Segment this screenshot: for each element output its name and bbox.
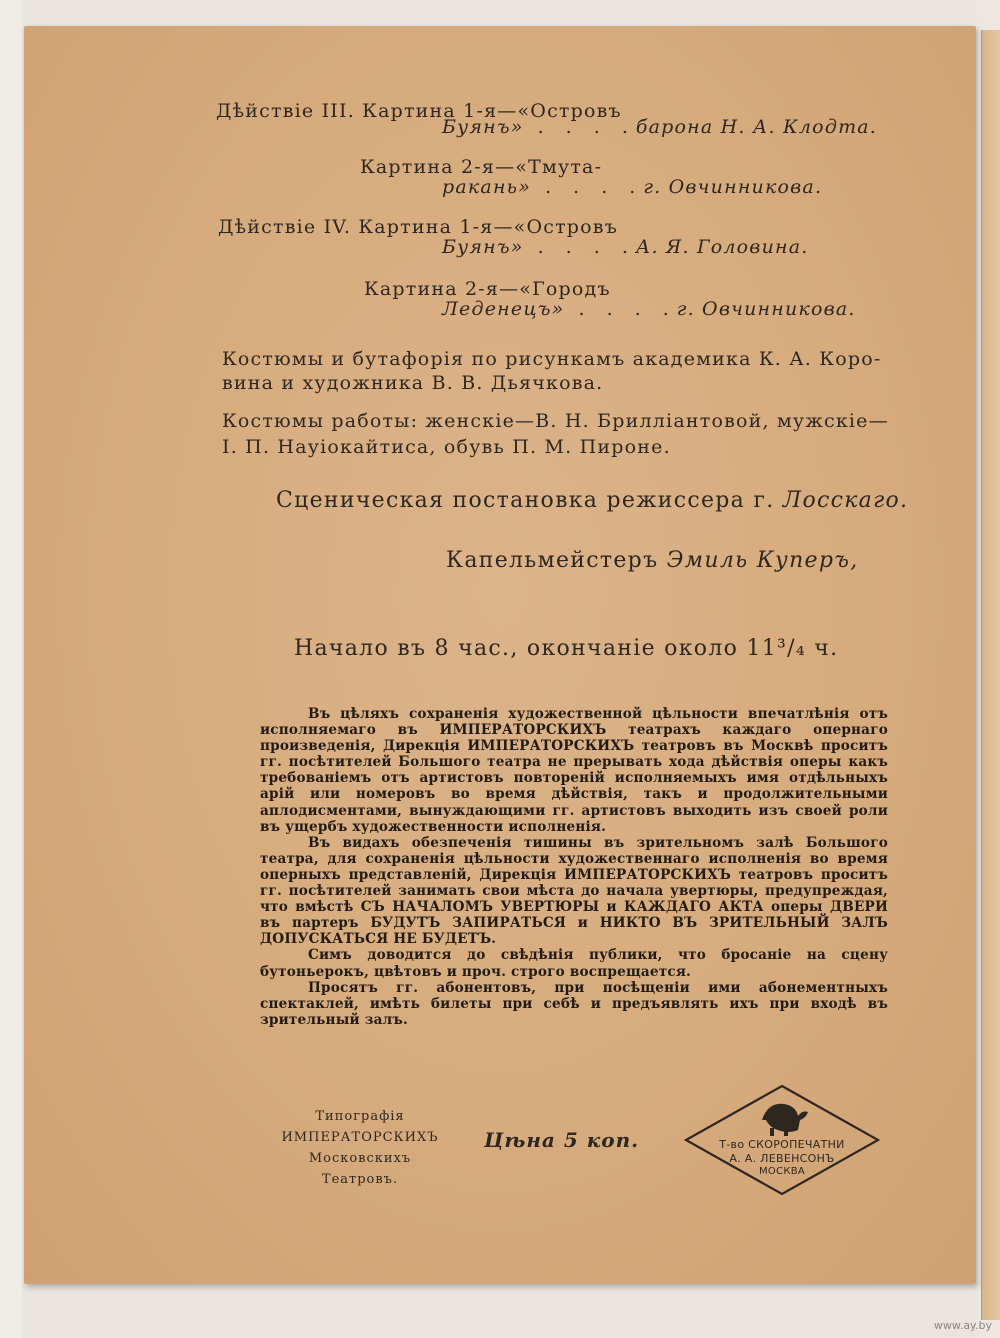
act4-scene2-line1: Картина 2-я—«Городъ	[364, 278, 611, 300]
background-left	[0, 0, 22, 1338]
start-time: Начало въ 8 час., окончаніе около 11³/₄ ч.	[294, 636, 839, 661]
program-page	[24, 26, 976, 1284]
watermark: www.ay.by	[933, 1319, 992, 1332]
act3-scene1-line2: Буянъ» . . . .барона Н. А. Клодта.	[442, 116, 878, 138]
act3-scene1-line1: Дѣйствіе III. Картина 1-я—«Островъ	[216, 100, 622, 122]
act4-scene1-line1: Дѣйствіе IV. Картина 1-я—«Островъ	[218, 216, 618, 238]
costumes-design-line1: Костюмы и бутафорія по рисункамъ академика К. А. Коро-	[222, 348, 882, 370]
printer-stamp: Т-во СКОРОПЕЧАТНИ А. А. ЛЕВЕНСОНЪ МОСКВА	[684, 1084, 880, 1196]
act3-scene2-line2: ракань» . . . .г. Овчинникова.	[442, 176, 823, 198]
director-credit: Сценическая постановка режиссера г. Лосскаго.	[276, 488, 909, 513]
notice-paragraph-2: Въ видахъ обезпеченія тишины въ зрительномъ залѣ Большого театра, для сохраненія цѣльности художественнаго исполненія во время оперныхъ представленій, Дирекція ИМПЕРАТОРСКИХЪ театровъ проситъ гг. посѣтителей занимать свои мѣста до начала увертюры, предупреждая, что вмѣстѣ СЪ НАЧАЛОМЪ УВЕРТЮРЫ и КАЖДАГО АКТА оперы ДВЕРИ въ партеръ БУДУТЪ ЗАПИРАТЬСЯ и НИКТО ВЪ ЗРИТЕЛЬНЫЙ ЗАЛЪ ДОПУСКАТЬСЯ НЕ БУДЕТЪ.	[260, 834, 888, 948]
act3-scene2-line1: Картина 2-я—«Тмута-	[360, 156, 603, 178]
audience-notice	[260, 706, 888, 1028]
notice-paragraph-3: Симъ доводится до свѣдѣнія публики, что бросаніе на сцену бутоньерокъ, цвѣтовъ и проч. строго воспрещается.	[260, 947, 888, 980]
conductor-credit: Капельмейстеръ Эмиль Куперъ,	[446, 548, 859, 573]
act4-scene1-line2: Буянъ» . . . .А. Я. Головина.	[442, 236, 809, 258]
costumes-work-line2: I. П. Науіокайтиса, обувь П. М. Пироне.	[222, 436, 671, 458]
printer-imprint: Типографія ИМПЕРАТОРСКИХЪ Московскихъ Театровъ.	[281, 1109, 439, 1187]
costumes-design-line2: вина и художника В. В. Дьячкова.	[222, 372, 604, 394]
notice-paragraph-4: Просятъ гг. абонентовъ, при посѣщеніи ими абонементныхъ спектаклей, имѣть билеты при себѣ и предъявлять ихъ при входѣ въ зрительный залъ.	[260, 979, 888, 1028]
notice-paragraph-1: Въ цѣляхъ сохраненія художественной цѣльности впечатлѣнія отъ исполняемаго въ ИМПЕРАТОРСКИХЪ театрахъ каждаго опернаго произведенія, Дирекція ИМПЕРАТОРСКИХЪ театровъ въ Москвѣ проситъ гг. посѣтителей Большого театра не прерывать хода дѣйствія оперы какъ требованіемъ отъ артистовъ повтореній исполняемыхъ имя отдѣльныхъ арій или номеровъ во время дѣйствія, такъ и продолжительными аплодисментами, вынуждающими гг. артистовъ выходить изъ своей роли въ ущербъ художественности исполненія.	[260, 706, 888, 835]
costumes-work-line1: Костюмы работы: женскіе—В. Н. Бриллiантовой, мужскіе—	[222, 410, 889, 432]
act4-scene2-line2: Леденецъ» . . . .г. Овчинникова.	[442, 298, 856, 320]
adjacent-page-edge	[981, 30, 1000, 1320]
price: Цѣна 5 коп.	[484, 1128, 640, 1152]
